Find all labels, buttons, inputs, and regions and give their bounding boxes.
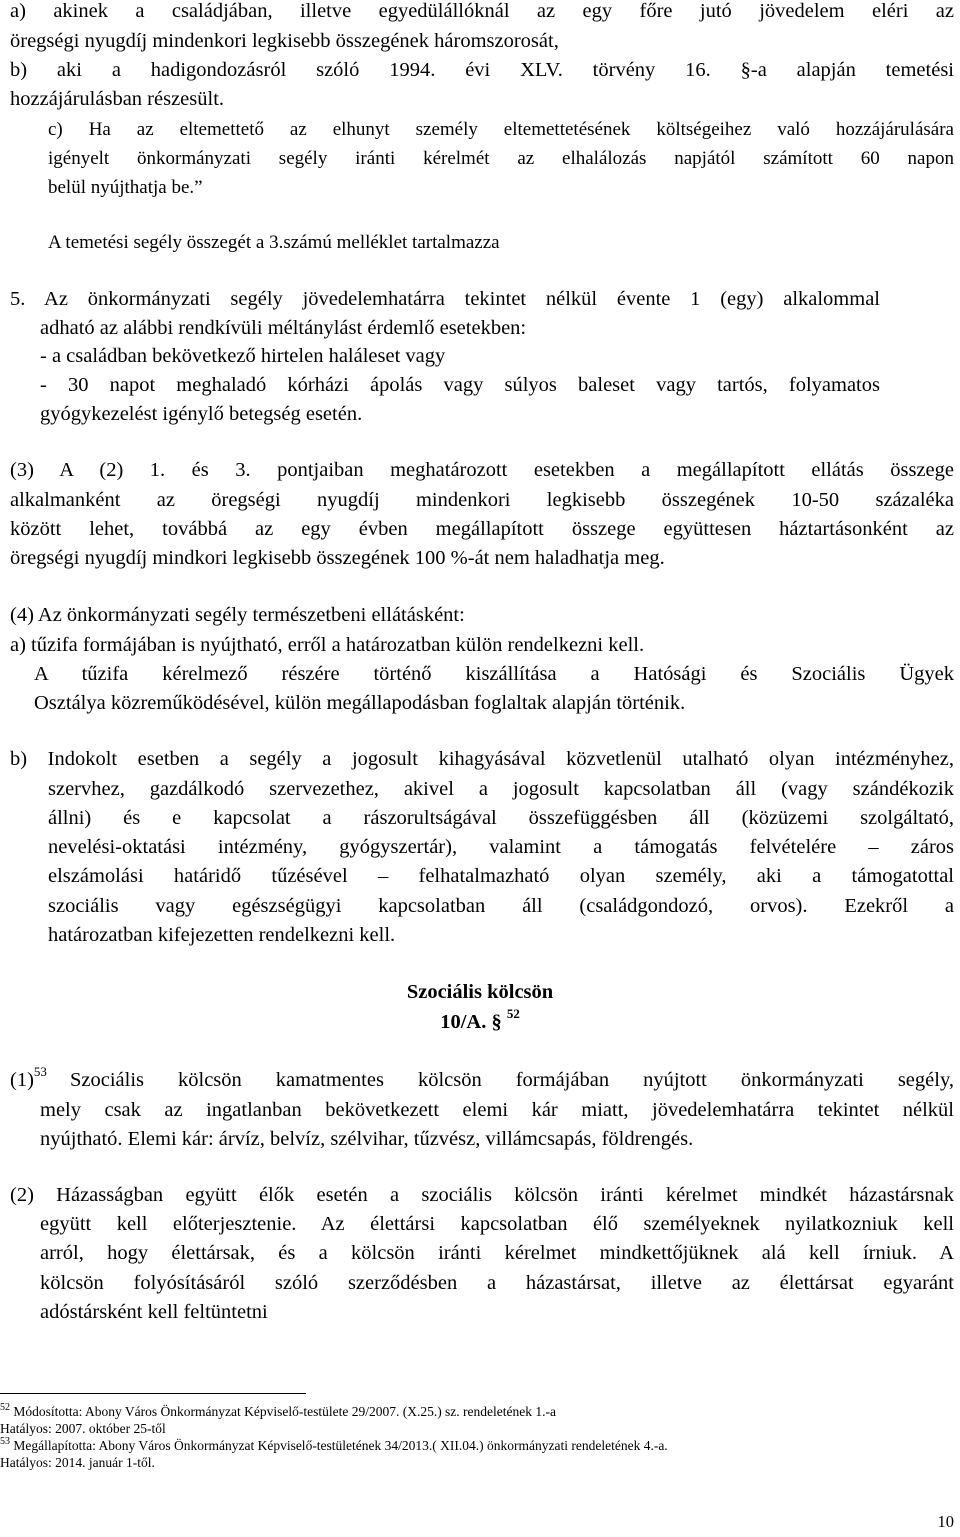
para-b-line6: szociális vagy egészségügyi kapcsolatban áll (családgondozó, orvos). Ezekről a bbox=[48, 895, 954, 917]
para4-line3: A tűzifa kérelmező részére történő kiszállítása a Hatósági és Szociális Ügyek bbox=[34, 663, 954, 685]
para-b-line7: határozatban kifejezetten rendelkezni kell. bbox=[48, 924, 396, 946]
section-heading-number bbox=[0, 1008, 960, 1038]
para4-line4: Osztálya közreműködésével, külön megállapodásban foglaltak alapján történik. bbox=[34, 692, 686, 714]
sec1-lead bbox=[10, 1066, 47, 1096]
para5-dash2-cont: gyógykezelést igénylő betegség esetén. bbox=[40, 403, 363, 425]
para4-line1: (4) Az önkormányzati segély természetbeni ellátásként: bbox=[10, 604, 465, 626]
sec1-line2: mely csak az ingatlanban bekövetkezett elemi kár miatt, jövedelemhatárra tekintet nélkül bbox=[40, 1099, 954, 1121]
sec2-line1: (2) Házasságban együtt élők esetén a szociális kölcsön iránti kérelmet mindkét házastársnak bbox=[10, 1184, 954, 1206]
sec2-line5: adóstársként kell feltüntetni bbox=[40, 1301, 268, 1323]
item-c-line2: igényelt önkormányzati segély iránti kérelmét az elhalálozás napjától számított 60 napon bbox=[48, 148, 954, 169]
para-b-line1: b) Indokolt esetben a segély a jogosult kihagyásával közvetlenül utalható olyan intézményhez, bbox=[10, 748, 954, 770]
item-a-line2: öregségi nyugdíj mindenkori legkisebb összegének háromszorosát, bbox=[10, 30, 559, 52]
footnote-52-effective: Hatályos: 2007. október 25-től bbox=[0, 1421, 166, 1436]
item-c-line1: c) Ha az eltemettető az elhunyt személy eltemettetésének költségeihez való hozzájárulására bbox=[48, 119, 954, 140]
sec1-number: (1) bbox=[10, 1069, 34, 1091]
footnote-52-number: 52 bbox=[0, 1401, 10, 1413]
item-c-line3: belül nyújthatja be.” bbox=[48, 177, 203, 198]
para3-line4: öregségi nyugdíj mindkori legkisebb összegének 100 %-át nem haladhatja meg. bbox=[10, 547, 665, 569]
para5-dash2: - 30 napot meghaladó kórházi ápolás vagy súlyos baleset vagy tartós, folyamatos bbox=[40, 374, 880, 396]
footnote-ref-53: 53 bbox=[33, 1064, 47, 1080]
footnote-53-text: Megállapította: Abony Város Önkormányzat Képviselő-testületének 34/2013.( XII.04.) önkormányzati rendeletének 4.-a. bbox=[10, 1438, 668, 1453]
para3-line2: alkalmanként az öregségi nyugdíj mindenkori legkisebb összegének 10-50 százaléka bbox=[10, 489, 954, 511]
item-b-line1: b) aki a hadigondozásról szóló 1994. évi XLV. törvény 16. §-a alapján temetési bbox=[10, 59, 954, 81]
para-b-line5: elszámolási határidő tűzésével – felhatalmazható olyan személy, aki a támogatottal bbox=[48, 865, 954, 887]
sec2-line3: arról, hogy élettársak, és a kölcsön iránti kérelmet mindkettőjüknek alá kell írniuk. A bbox=[40, 1242, 954, 1264]
item-a-line1: a) akinek a családjában, illetve egyedülállóknál az egy főre jutó jövedelem eléri az bbox=[10, 0, 954, 22]
sec1-line1: Szociális kölcsön kamatmentes kölcsön formájában nyújtott önkormányzati segély, bbox=[70, 1069, 954, 1091]
para4-item-a: a) tűzifa formájában is nyújtható, erről a határozatban külön rendelkezni kell. bbox=[10, 634, 645, 656]
annex-reference: A temetési segély összegét a 3.számú melléklet tartalmazza bbox=[48, 232, 500, 253]
section-heading-title: Szociális kölcsön bbox=[406, 981, 554, 1003]
footnote-separator bbox=[0, 1393, 306, 1394]
page-number: 10 bbox=[937, 1512, 954, 1531]
para-b-line3: állni) és e kapcsolat a rászorultságával összefüggésben áll (közüzemi szolgáltató, bbox=[48, 807, 954, 829]
para5-line1: 5. Az önkormányzati segély jövedelemhatárra tekintet nélkül évente 1 (egy) alkalommal bbox=[10, 288, 880, 310]
sec2-line4: kölcsön folyósításáról szóló szerződésben a házastársat, illetve az élettársat egyaránt bbox=[40, 1272, 954, 1294]
sec2-line2: együtt kell előterjesztenie. Az élettársi kapcsolatban élő személyeknek nyilatkozniuk kell bbox=[40, 1213, 954, 1235]
para3-line1: (3) A (2) 1. és 3. pontjaiban meghatározott esetekben a megállapított ellátás összege bbox=[10, 459, 954, 481]
footnote-53-number: 53 bbox=[0, 1435, 10, 1447]
item-b-line2: hozzájárulásban részesült. bbox=[10, 88, 225, 110]
footnote-53-effective: Hatályos: 2014. január 1-től. bbox=[0, 1455, 155, 1470]
sec1-line3: nyújtható. Elemi kár: árvíz, belvíz, szélvihar, tűzvész, villámcsapás, földrengés. bbox=[40, 1128, 694, 1150]
footnote-52 bbox=[0, 1401, 950, 1420]
footnote-52-text: Módosította: Abony Város Önkormányzat Képviselő-testülete 29/2007. (X.25.) sz. rendeletének 1.-a bbox=[10, 1404, 556, 1419]
footnote-53 bbox=[0, 1435, 950, 1454]
section-number: 10/A. § bbox=[440, 1011, 502, 1033]
para5-dash1: - a családban bekövetkező hirtelen haláleset vagy bbox=[40, 345, 446, 367]
para3-line3: között lehet, továbbá az egy évben megállapított összege együttesen háztartásonként az bbox=[10, 518, 954, 540]
para-b-line4: nevelési-oktatási intézmény, gyógyszertár), valamint a támogatás felvételére – záros bbox=[48, 836, 954, 858]
footnote-ref-52: 52 bbox=[506, 1006, 520, 1022]
para-b-line2: szervhez, gazdálkodó szervezethez, akivel a jogosult kapcsolatban áll (vagy szándékozik bbox=[48, 778, 954, 800]
para5-line2: adható az alábbi rendkívüli méltánylást érdemlő esetekben: bbox=[40, 317, 527, 339]
